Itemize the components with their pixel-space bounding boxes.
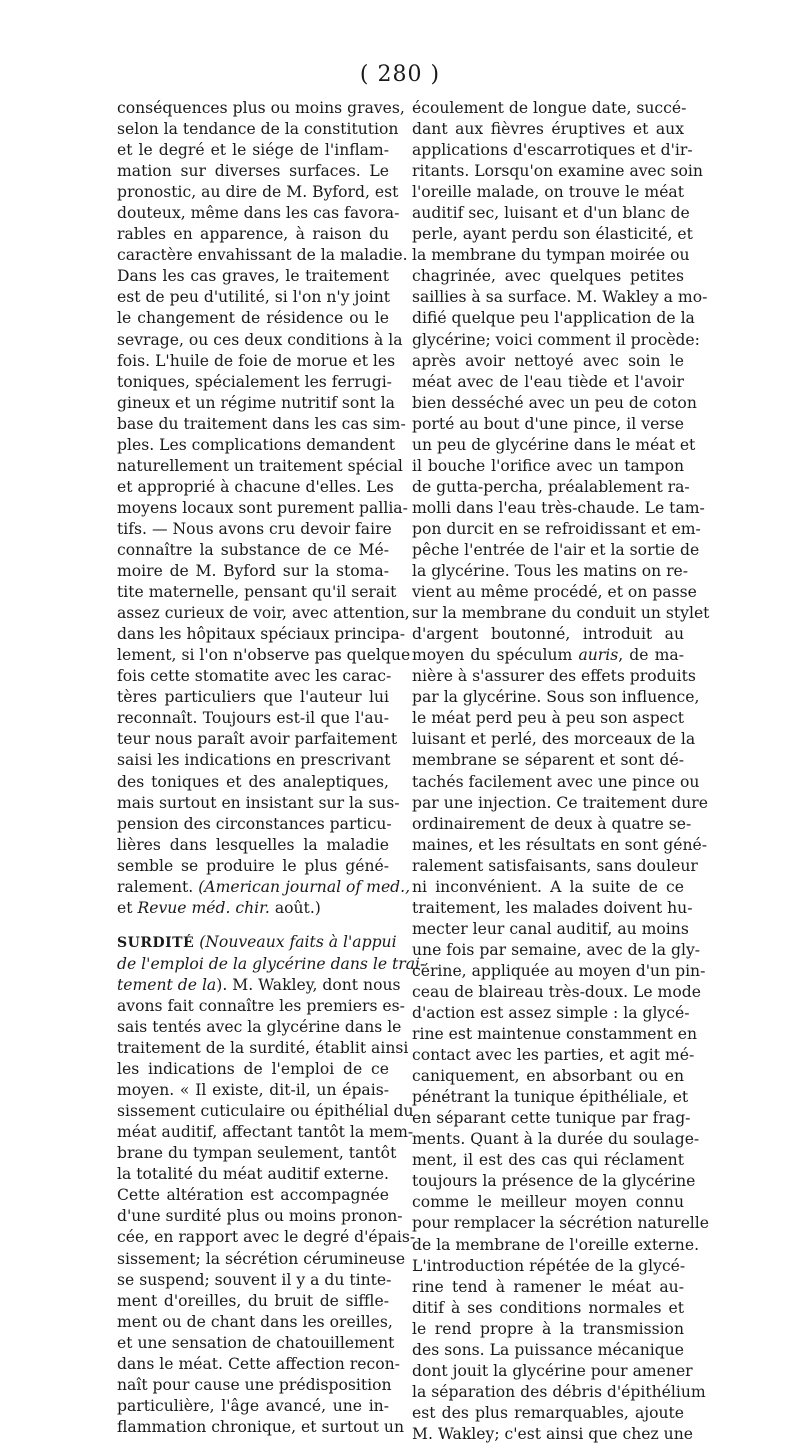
section-title: (Nouveaux faits à l'appui xyxy=(199,932,397,951)
text-line: saisi les indications en prescrivant xyxy=(117,751,391,770)
section-title: de l'emploi de la glycérine dans le trai- xyxy=(117,954,426,973)
text-line: rine tend à ramener le méat au- xyxy=(412,1277,684,1296)
text-line: écoulement de longue date, succé- xyxy=(412,99,687,117)
text-line xyxy=(117,877,411,898)
text-line: la membrane du tympan moirée ou xyxy=(412,246,690,265)
text-line: traitement, les malades doivent hu- xyxy=(412,898,693,917)
text-line: la glycérine. Tous les matins on re- xyxy=(412,562,689,581)
text-line: une fois par semaine, avec de la gly- xyxy=(412,940,701,959)
text-line: ment d'oreilles, du bruit de siffle- xyxy=(117,1291,389,1310)
text-line: et le degré et le siége de l'inflam- xyxy=(117,141,389,160)
text-line: selon la tendance de la constitution xyxy=(117,120,399,139)
paragraph-reference xyxy=(117,877,411,919)
text-line: d'action est assez simple : la glycé- xyxy=(412,1004,690,1023)
reference-suffix: août.) xyxy=(274,898,321,917)
text-line: L'introduction répétée de la glycé- xyxy=(412,1256,686,1275)
text-line: rables en apparence, à raison du xyxy=(117,225,389,244)
text-line: nière à s'assurer des effets produits xyxy=(412,667,696,686)
text-line: conséquences plus ou moins graves, xyxy=(117,99,405,117)
text-line: caractère envahissant de la maladie. xyxy=(117,246,408,265)
page-number: ( 280 ) xyxy=(359,62,441,87)
text-line: ditif à ses conditions normales et xyxy=(412,1298,684,1317)
text-line: pension des circonstances particu- xyxy=(117,814,392,833)
text-line: ment ou de chant dans les oreilles, xyxy=(117,1312,393,1331)
text-line: sais tentés avec la glycérine dans le xyxy=(117,1018,402,1037)
text-line: par la glycérine. Sous son influence, xyxy=(412,688,700,707)
text-line: tifs. — Nous avons cru devoir faire xyxy=(117,519,392,538)
section-heading: SURDITÉ xyxy=(117,934,195,951)
reference-journal: (American journal of med., xyxy=(198,877,411,896)
text-line: et approprié à chacune d'elles. Les xyxy=(117,477,394,496)
text-line: moyen du spéculum auris, de ma- xyxy=(412,646,684,665)
text-line: Cette altération est accompagnée xyxy=(117,1186,389,1205)
text-line: toniques, spécialement les ferrugi- xyxy=(117,372,392,391)
text-line: brane du tympan seulement, tantôt xyxy=(117,1144,397,1163)
text-line: cérine, appliquée au moyen d'un pin- xyxy=(412,961,706,980)
text-line: pénétrant la tunique épithéliale, et xyxy=(412,1088,689,1107)
text-line: il bouche l'orifice avec un tampon xyxy=(412,456,684,475)
text-line: perle, ayant perdu son élasticité, et xyxy=(412,225,693,244)
text-line: tères particuliers que l'auteur lui xyxy=(117,688,389,707)
text-line: cée, en rapport avec le degré d'épais- xyxy=(117,1228,416,1247)
right-column xyxy=(412,98,710,1445)
text-line: lières dans lesquelles la maladie xyxy=(117,835,389,854)
reference-revue: Revue méd. chir. xyxy=(137,898,270,917)
text-line: particulière, l'âge avancé, une in- xyxy=(117,1396,389,1415)
text-line: douteux, même dans les cas favora- xyxy=(117,204,400,223)
text-line xyxy=(117,975,401,996)
text-line: en séparant cette tunique par frag- xyxy=(412,1109,691,1128)
text-line: le rend propre à la transmission xyxy=(412,1319,684,1338)
text-line: tite maternelle, pensant qu'il serait xyxy=(117,583,397,602)
text-line xyxy=(117,954,426,975)
text-line: pêche l'entrée de l'air et la sortie de xyxy=(412,540,700,559)
text-line: pon durcit en se refroidissant et em- xyxy=(412,519,701,538)
text-line: fois. L'huile de foie de morue et les xyxy=(117,351,396,370)
text-line: assez curieux de voir, avec attention, xyxy=(117,604,410,623)
text-line: est des plus remarquables, ajoute xyxy=(412,1403,684,1422)
text-line: teur nous paraît avoir parfaitement xyxy=(117,730,398,749)
text-line: semble se produire le plus géné- xyxy=(117,856,389,875)
text-line: traitement de la surdité, établit ainsi xyxy=(117,1039,409,1058)
reference-prefix: ralement. xyxy=(117,877,194,896)
text-line: ni inconvénient. A la suite de ce xyxy=(412,877,684,896)
reference-et: et xyxy=(117,898,133,917)
text-line: dont jouit la glycérine pour amener xyxy=(412,1361,693,1380)
text-line: méat auditif, affectant tantôt la mem- xyxy=(117,1123,414,1142)
text-line: mais surtout en insistant sur la sus- xyxy=(117,793,400,812)
text-line: ples. Les complications demandent xyxy=(117,435,396,454)
text-line: vient au même procédé, et on passe xyxy=(412,583,697,602)
text-line: des toniques et des analeptiques, xyxy=(117,772,389,791)
section-title: tement de la xyxy=(117,975,217,994)
text-line: mecter leur canal auditif, au moins xyxy=(412,919,689,938)
section-title-rest: ). M. Wakley, dont nous xyxy=(216,975,401,994)
text-line: tachés facilement avec une pince ou xyxy=(412,772,700,791)
text-line: sur la membrane du conduit un stylet xyxy=(412,604,710,623)
text-line: un peu de glycérine dans le méat et xyxy=(412,435,696,454)
text-line: maines, et les résultats en sont géné- xyxy=(412,835,708,854)
text-line: de la membrane de l'oreille externe. xyxy=(412,1235,700,1254)
text-line: est de peu d'utilité, si l'on n'y joint xyxy=(117,288,391,307)
text-line: bien desséché avec un peu de coton xyxy=(412,393,697,412)
section-surdite xyxy=(117,932,426,996)
text-line: naît pour cause une prédisposition xyxy=(117,1375,392,1394)
text-line: moire de M. Byford sur la stoma- xyxy=(117,562,389,581)
text-line: contact avec les parties, et agit mé- xyxy=(412,1046,695,1065)
left-column xyxy=(117,98,426,1438)
text-line: sissement; la sécrétion cérumineuse xyxy=(117,1249,406,1268)
text-line: molli dans l'eau très-chaude. Le tam- xyxy=(412,498,705,517)
text-line: connaître la substance de ce Mé- xyxy=(117,540,389,559)
text-line: ordinairement de deux à quatre se- xyxy=(412,814,692,833)
text-line: ralement satisfaisants, sans douleur xyxy=(412,856,698,875)
text-line: d'argent boutonné, introduit au xyxy=(412,625,684,644)
text-line: l'oreille malade, on trouve le méat xyxy=(412,183,684,202)
text-line: la totalité du méat auditif externe. xyxy=(117,1165,389,1184)
text-line: difié quelque peu l'application de la xyxy=(412,309,695,328)
text-line xyxy=(117,898,389,919)
text-line: membrane se séparent et sont dé- xyxy=(412,751,684,770)
text-line: saillies à sa surface. M. Wakley a mo- xyxy=(412,288,708,307)
paragraph-byford xyxy=(117,98,411,877)
text-line: porté au bout d'une pince, il verse xyxy=(412,414,684,433)
text-line: d'une surdité plus ou moins pronon- xyxy=(117,1207,403,1226)
text-line: dant aux fièvres éruptives et aux xyxy=(412,120,684,139)
text-line: et une sensation de chatouillement xyxy=(117,1333,395,1352)
text-line: ment, il est des cas qui réclament xyxy=(412,1151,684,1170)
text-line: moyens locaux sont purement pallia- xyxy=(117,498,408,517)
text-line: après avoir nettoyé avec soin le xyxy=(412,351,684,370)
text-line: Dans les cas graves, le traitement xyxy=(117,267,389,286)
text-line xyxy=(117,932,397,954)
text-line: pronostic, au dire de M. Byford, est xyxy=(117,183,399,202)
text-line: chagrinée, avec quelques petites xyxy=(412,267,684,286)
text-line: naturellement un traitement spécial xyxy=(117,456,403,475)
text-line: les indications de l'emploi de ce xyxy=(117,1060,389,1079)
paragraph-wakley xyxy=(117,996,416,1438)
text-line: rine est maintenue constamment en xyxy=(412,1025,698,1044)
text-line: M. Wakley; c'est ainsi que chez une xyxy=(412,1424,693,1443)
text-line: la séparation des débris d'épithélium xyxy=(412,1382,706,1401)
text-line: moyen. « Il existe, dit-il, un épais- xyxy=(117,1081,389,1100)
text-line: base du traitement dans les cas sim- xyxy=(117,414,406,433)
text-line: reconnaît. Toujours est-il que l'au- xyxy=(117,709,389,728)
text-line: comme le meilleur moyen connu xyxy=(412,1193,684,1212)
text-line: lement, si l'on n'observe pas quelque xyxy=(117,646,411,665)
text-line: dans le méat. Cette affection recon- xyxy=(117,1354,400,1373)
text-line: pour remplacer la sécrétion naturelle xyxy=(412,1214,709,1233)
text-line: sissement cuticulaire ou épithélial du xyxy=(117,1102,414,1121)
text-line: caniquement, en absorbant ou en xyxy=(412,1067,684,1086)
text-line: ceau de blaireau très-doux. Le mode xyxy=(412,982,701,1001)
text-line: ritants. Lorsqu'on examine avec soin xyxy=(412,162,703,181)
text-line: fois cette stomatite avec les carac- xyxy=(117,667,392,686)
text-line: ments. Quant à la durée du soulage- xyxy=(412,1130,700,1149)
text-line: sevrage, ou ces deux conditions à la xyxy=(117,330,403,349)
text-line: mation sur diverses surfaces. Le xyxy=(117,162,389,181)
text-line: des sons. La puissance mécanique xyxy=(412,1340,684,1359)
text-line: le changement de résidence ou le xyxy=(117,309,389,328)
text-line: auditif sec, luisant et d'un blanc de xyxy=(412,204,690,223)
text-line: méat avec de l'eau tiède et l'avoir xyxy=(412,372,684,391)
text-line: par une injection. Ce traitement dure xyxy=(412,793,708,812)
text-line: avons fait connaître les premiers es- xyxy=(117,996,405,1015)
text-line: se suspend; souvent il y a du tinte- xyxy=(117,1270,392,1289)
text-line: applications d'escarrotiques et d'ir- xyxy=(412,141,693,160)
text-line: toujours la présence de la glycérine xyxy=(412,1172,696,1191)
text-line: flammation chronique, et surtout un xyxy=(117,1417,404,1436)
text-line: de gutta-percha, préalablement ra- xyxy=(412,477,690,496)
text-line: dans les hôpitaux spéciaux principa- xyxy=(117,625,405,644)
text-line: gineux et un régime nutritif sont la xyxy=(117,393,395,412)
text-line: glycérine; voici comment il procède: xyxy=(412,330,700,349)
text-line: le méat perd peu à peu son aspect xyxy=(412,709,684,728)
text-line: luisant et perlé, des morceaux de la xyxy=(412,730,696,749)
